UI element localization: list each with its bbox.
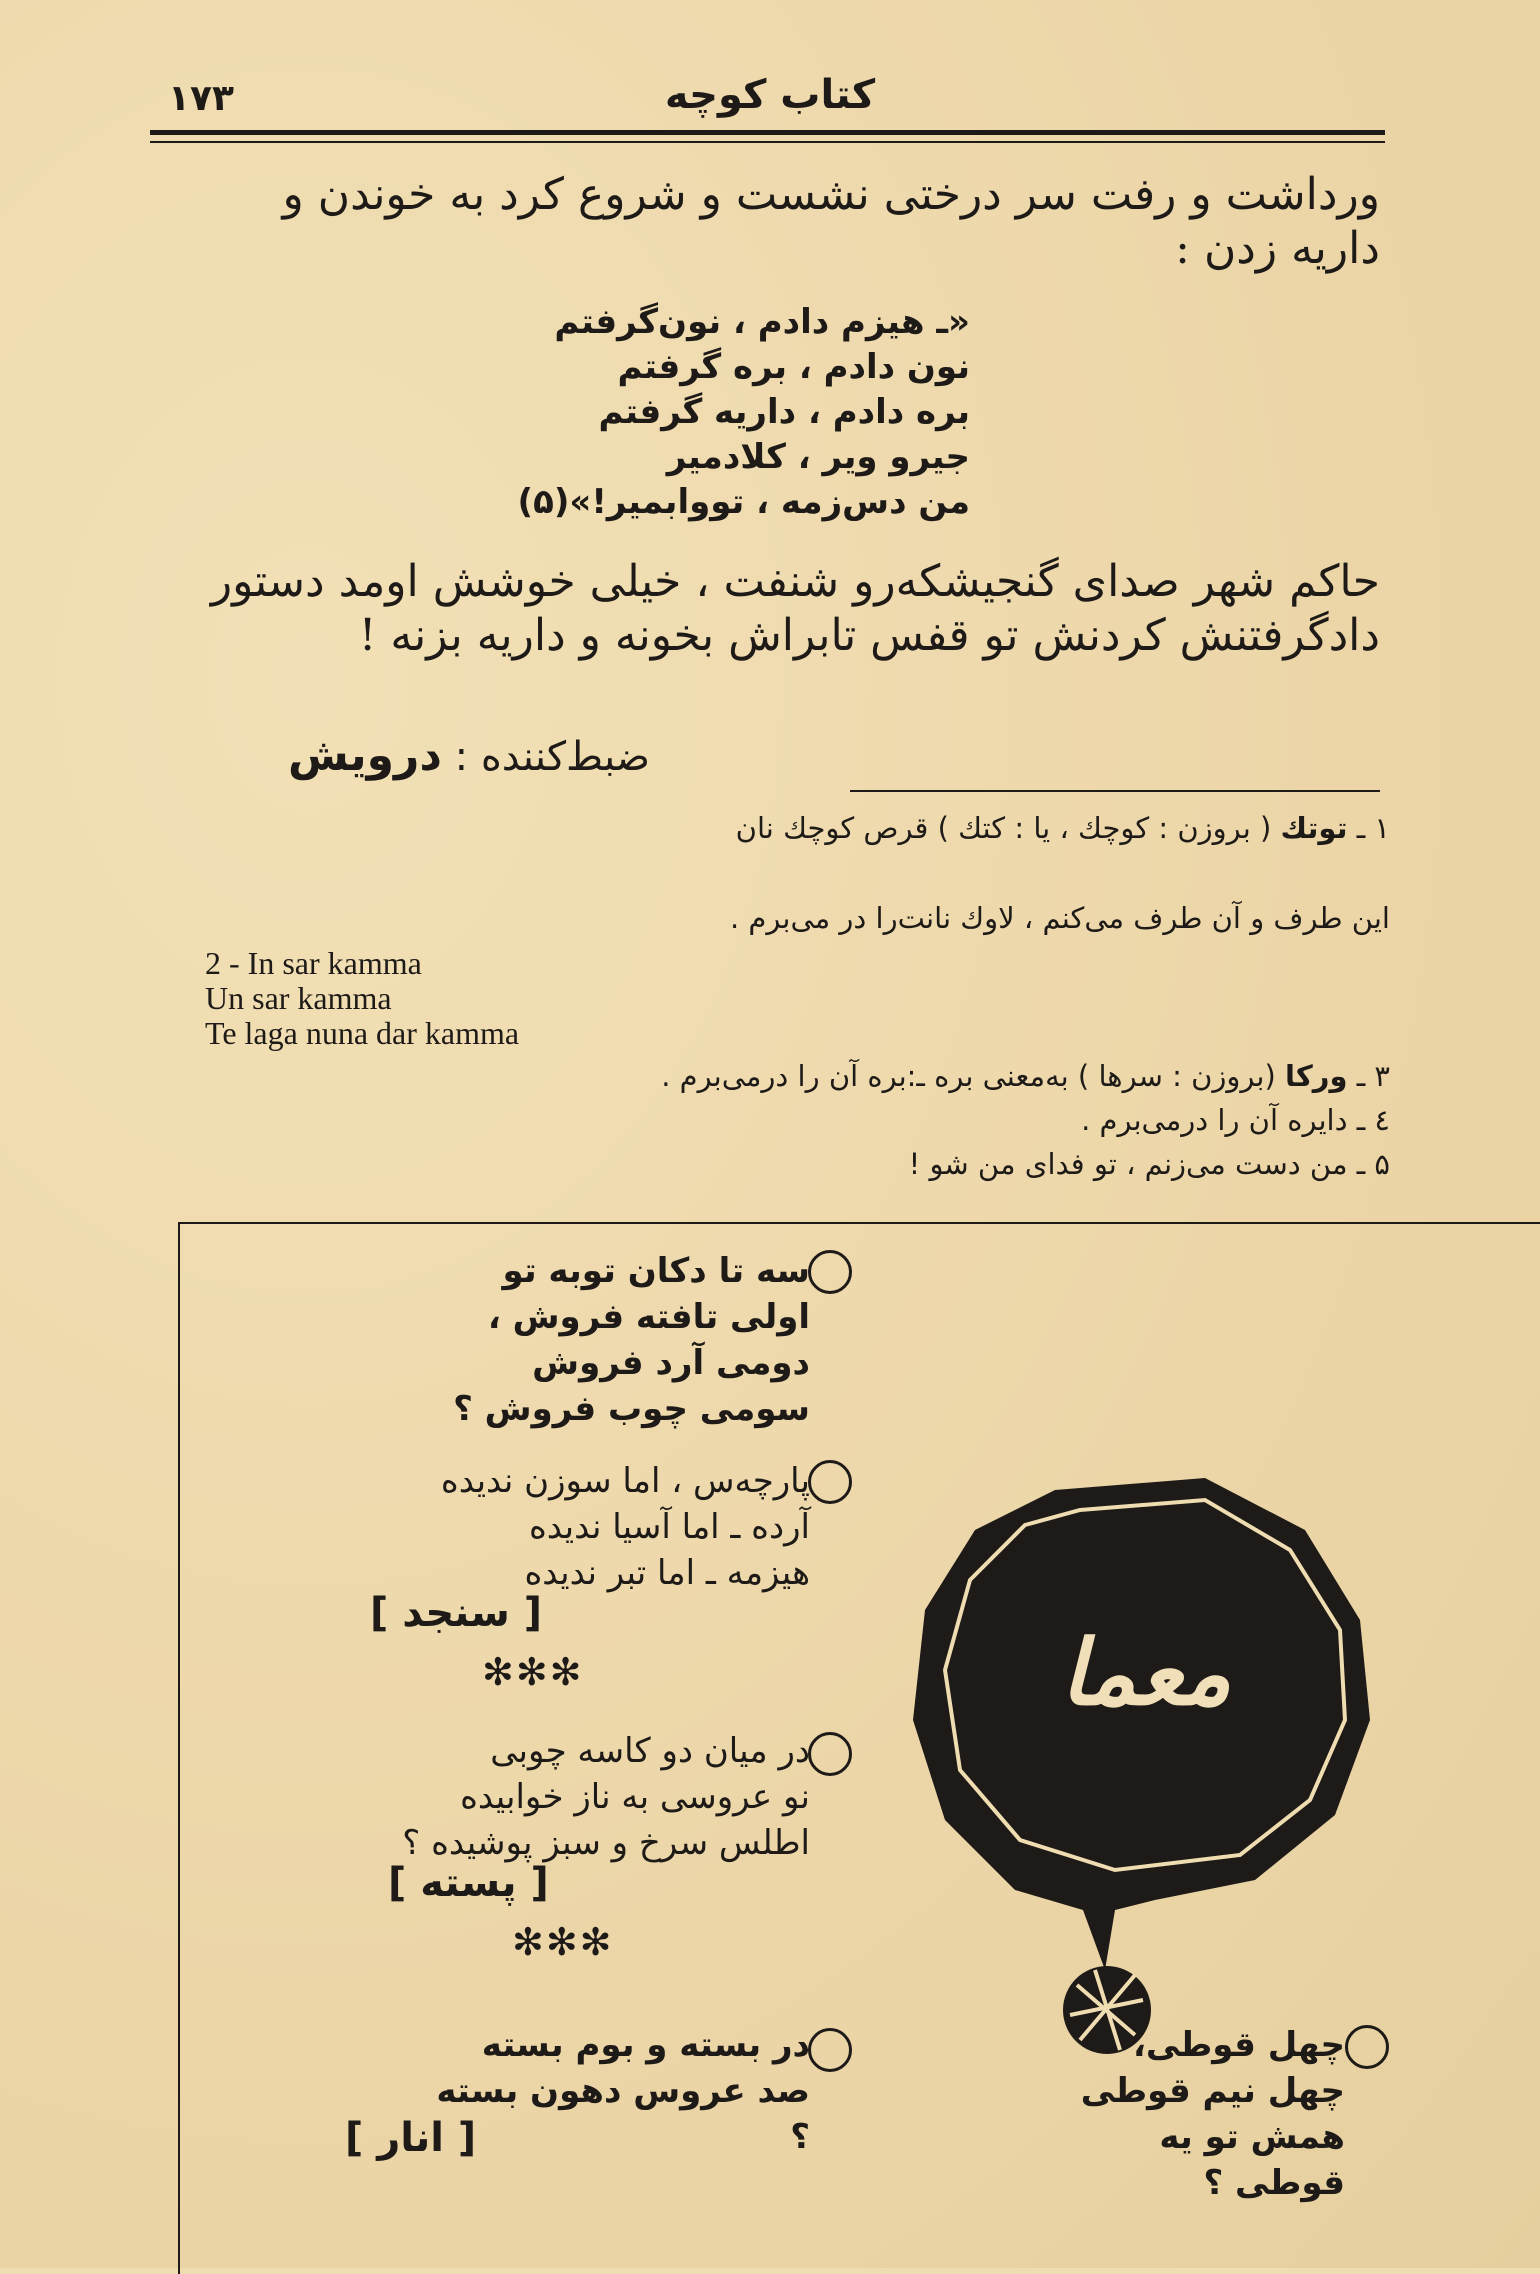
riddle-line: نو عروسی به ناز خوابیده [460, 1777, 810, 1817]
footnote-1 [560, 808, 1390, 848]
riddle-line: صد عروس دهون بسته ؟ [436, 2071, 810, 2157]
riddle-line: پارچه‌س ، اما سوزن ندیده [440, 1461, 810, 1501]
latin-transliteration-line: Un sar kamma [205, 980, 392, 1016]
riddle-bullet-circle [1345, 2025, 1389, 2069]
riddle-line: سه تا دکان توبه تو [502, 1251, 810, 1291]
poem-line: جیرو ویر ، کلادمیر [666, 437, 970, 477]
footnote-term: توتك [1280, 811, 1348, 845]
footnote-4: ٤ ـ دایره آن را درمی‌برم . [1081, 1103, 1390, 1137]
credit-name: درویش [287, 730, 442, 781]
riddle-line: اولی تافته فروش ، [487, 1297, 810, 1337]
footnote-3 [400, 1056, 1390, 1096]
separator-stars: ✻✻✻ [512, 1920, 614, 1964]
latin-transliteration-line: Te laga nuna dar kamma [205, 1015, 520, 1051]
riddle-bullet-circle [808, 2028, 852, 2072]
poem-line: نون دادم ، بره گرفتم [617, 347, 970, 387]
riddle-bullet-circle [808, 1460, 852, 1504]
riddle-5 [1040, 2022, 1345, 2206]
riddle-line: آرده ـ اما آسیا ندیده [528, 1507, 810, 1547]
footnote-text: ( بروزن : کوچك ، یا : کتك ) قرص کوچك نان [735, 811, 1272, 845]
poem-line: «ـ هیزم دادم ، نون‌گرفتم [554, 302, 970, 342]
header-rule-thin [150, 141, 1385, 143]
riddle-line: هیزمه ـ اما تبر ندیده [524, 1553, 810, 1593]
riddle-4 [420, 2022, 810, 2160]
poem [500, 300, 970, 525]
footnote-term: ورکا [1285, 1059, 1348, 1093]
story-paragraph-1: ورداشت و رفت سر درختی نشست و شروع کرد به خوندن و داریه زدن : [282, 169, 1380, 274]
bubble-label: معما [1060, 1620, 1232, 1726]
riddle-line: همش تو یه قوطی ؟ [1159, 2117, 1345, 2203]
poem-line: من دس‌زمه ، تووابمیر!»(۵) [517, 482, 970, 522]
riddle-bullet-circle [808, 1732, 852, 1776]
story-paragraph-2: حاکم شهر صدای گنجیشکه‌رو شنفت ، خیلی خوشش اومد دستور دادگرفتنش کردنش تو قفس تابراش بخونه و داریه بزنه ! [210, 556, 1380, 661]
riddle-bullet-circle [808, 1250, 852, 1294]
riddle-answer: [ پسته ] [388, 1860, 549, 1906]
riddle-answer: [ سنجد ] [370, 1590, 543, 1636]
riddle-2 [400, 1458, 810, 1596]
poem-line: بره دادم ، داریه گرفتم [598, 392, 970, 432]
riddle-line: دومی آرد فروش [532, 1343, 810, 1383]
page-number: ۱۷۳ [168, 78, 234, 119]
running-title: کتاب کوچه [664, 72, 876, 118]
riddle-line: در میان دو کاسه چوبی [490, 1731, 810, 1771]
riddle-3 [390, 1728, 810, 1866]
footnote-2-translation: این طرف و آن طرف می‌کنم ، لاوك نانت‌را در می‌برم . [729, 901, 1390, 935]
speech-bubble-illustration [905, 1470, 1385, 2070]
riddle-line: در بسته و بوم بسته [481, 2025, 810, 2065]
credit-label: ضبط‌کننده : [454, 734, 650, 780]
footnote-5: ۵ ـ من دست می‌زنم ، تو فدای من شو ! [908, 1147, 1390, 1181]
footnote-number: ۱ ـ [1356, 811, 1390, 845]
footnote-text: (بروزن : سرها ) به‌معنی بره ـ:بره آن را درمی‌برم . [661, 1059, 1276, 1093]
header-rule [150, 130, 1385, 135]
riddle-line: اطلس سرخ و سبز پوشیده ؟ [402, 1823, 810, 1863]
credit-line [270, 730, 650, 781]
latin-transliteration-line: 2 - In sar kamma [205, 945, 422, 981]
riddle-answer: [ انار ] [345, 2115, 477, 2161]
riddle-line: چهل قوطی، [1132, 2025, 1345, 2065]
footnote-rule [850, 790, 1380, 792]
riddle-line: چهل نیم قوطی [1080, 2071, 1345, 2111]
riddle-1 [440, 1248, 810, 1432]
riddle-line: سومی چوب فروش ؟ [453, 1389, 810, 1429]
footnote-number: ۳ ـ [1356, 1059, 1390, 1093]
separator-stars: ✻✻✻ [482, 1650, 584, 1694]
